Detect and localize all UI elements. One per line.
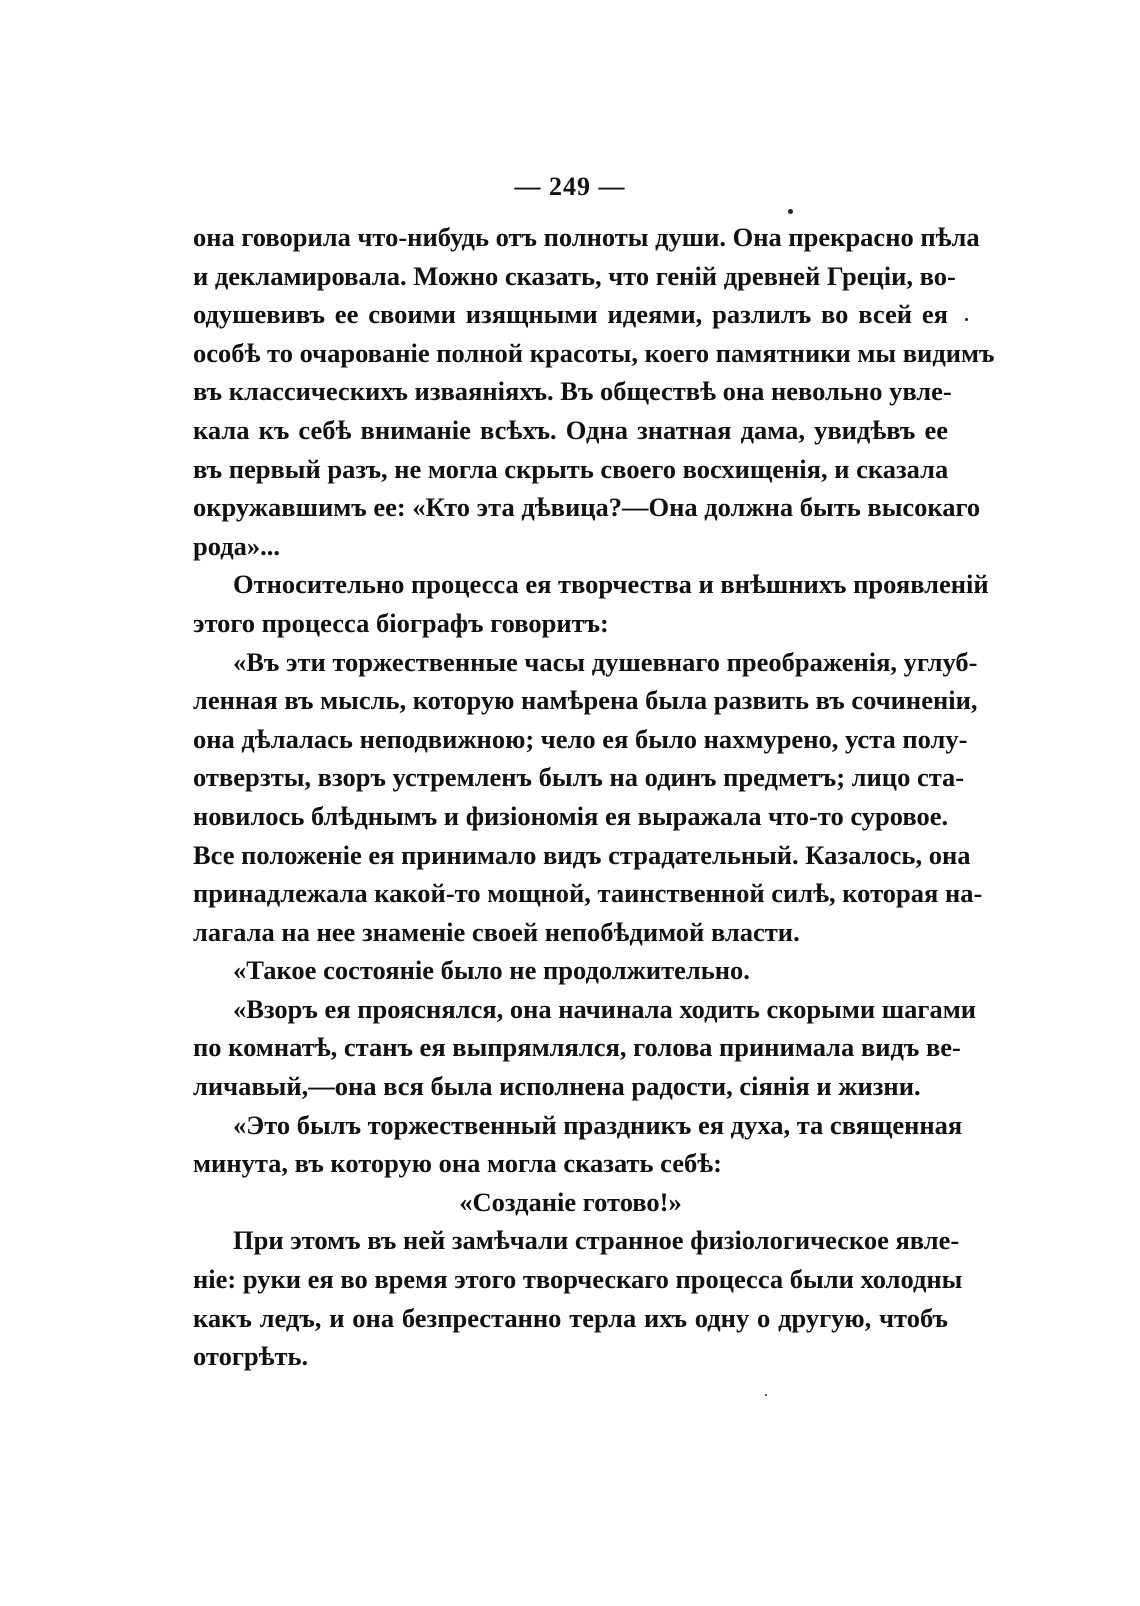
text-line: одушевивъ ее своими изящными идеями, разлилъ во всей ея bbox=[193, 299, 948, 330]
quote-line: минута, въ которую она могла сказать себѣ: bbox=[193, 1148, 723, 1179]
text-line: При этомъ въ ней замѣчали странное физіологическое явле- bbox=[233, 1225, 960, 1256]
quote-line: «Взоръ ея прояснялся, она начинала ходить скорыми шагами bbox=[233, 993, 977, 1024]
ink-speck bbox=[765, 1394, 767, 1396]
quote-exclamation: «Созданіе готово!» bbox=[459, 1186, 682, 1217]
quote-line: «Такое состояніе было не продолжительно. bbox=[233, 955, 750, 986]
quote-line: она дѣлалась неподвижною; чело ея было нахмурено, уста полу- bbox=[193, 723, 968, 754]
text-line: особѣ то очарованіе полной красоты, коего памятники мы видимъ bbox=[193, 337, 995, 368]
quote-line: новилось блѣднымъ и физіономія ея выражала что-то суровое. bbox=[193, 800, 949, 831]
quote-line: лагала на нее знаменіе своей непобѣдимой власти. bbox=[193, 916, 800, 947]
text-line: кала къ себѣ вниманіе всѣхъ. Одна знатная дама, увидѣвъ ее bbox=[193, 414, 948, 445]
ink-speck bbox=[965, 318, 968, 321]
text-line: окружавшимъ ее: «Кто эта дѣвица?—Она должна быть высокаго bbox=[193, 492, 981, 523]
quote-line: Все положеніе ея принимало видъ страдательный. Казалось, она bbox=[193, 839, 971, 870]
text-line: отогрѣть. bbox=[193, 1341, 309, 1372]
page-number: — 249 — bbox=[514, 172, 626, 201]
text-line: она говорила что-нибудь отъ полноты души. Она прекрасно пѣла bbox=[193, 222, 980, 252]
quote-line: личавый,—она вся была исполнена радости, сіянія и жизни. bbox=[193, 1071, 921, 1102]
text-line: ніе: руки ея во время этого творческаго процесса были холодны bbox=[193, 1264, 963, 1295]
text-line: Относительно процесса ея творчества и внѣшнихъ проявленій bbox=[233, 569, 989, 600]
quote-line: «Въ эти торжественные часы душевнаго преображенія, углуб- bbox=[233, 646, 978, 677]
quote-line: ленная въ мысль, которую намѣрена была развить въ сочиненіи, bbox=[193, 685, 978, 716]
quote-line: по комнатѣ, станъ ея выпрямлялся, голова принимала видъ ве- bbox=[193, 1032, 961, 1063]
ink-speck bbox=[788, 209, 793, 214]
text-line: въ классическихъ изваяніяхъ. Въ обществѣ она невольно увле- bbox=[193, 376, 952, 407]
text-line: и декламировала. Можно сказать, что геній древней Греціи, во- bbox=[193, 260, 956, 291]
quote-line: принадлежала какой-то мощной, таинственной силѣ, которая на- bbox=[193, 878, 983, 909]
text-line: какъ ледъ, и она безпрестанно терла ихъ одну о другую, чтобъ bbox=[193, 1302, 948, 1333]
text-line: этого процесса біографъ говоритъ: bbox=[193, 607, 609, 638]
text-line: въ первый разъ, не могла скрыть своего восхищенія, и сказала bbox=[193, 453, 949, 484]
quote-line: «Это былъ торжественный праздникъ ея духа, та священная bbox=[233, 1109, 963, 1140]
quote-line: отверзты, взоръ устремленъ былъ на одинъ предметъ; лицо ста- bbox=[193, 762, 965, 793]
body-text bbox=[193, 218, 995, 1376]
text-line: рода»... bbox=[193, 530, 281, 561]
